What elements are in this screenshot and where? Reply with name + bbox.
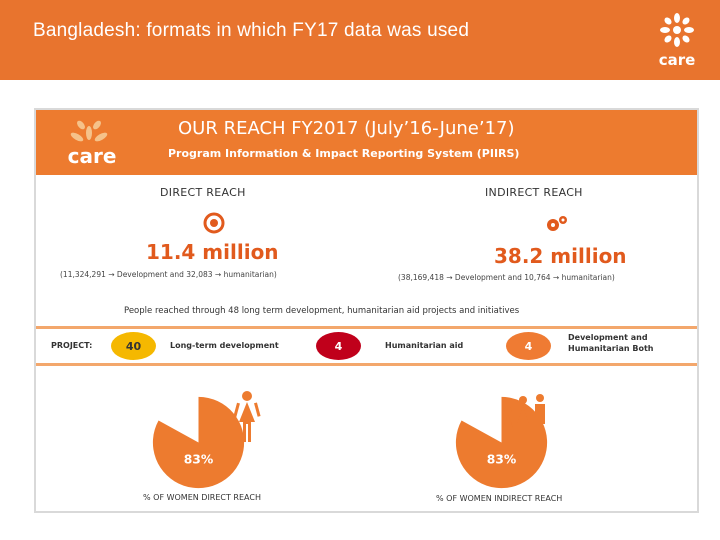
care-logo xyxy=(652,10,702,70)
indirect-reach-number: 38.2 million xyxy=(494,244,627,268)
slide-header xyxy=(0,0,720,80)
indirect-reach-label: INDIRECT REACH xyxy=(485,186,583,199)
gears-icon xyxy=(544,214,570,234)
women-direct-pie xyxy=(151,395,246,490)
pie-percent-label: 83% xyxy=(183,452,214,467)
project-count-oval: 4 xyxy=(506,332,551,360)
family-icon xyxy=(496,390,551,445)
project-type-label: Humanitarian aid xyxy=(385,341,464,350)
slide-title: Bangladesh: formats in which FY17 data was used xyxy=(33,20,470,41)
reach-infographic xyxy=(34,108,699,513)
direct-reach-label: DIRECT REACH xyxy=(160,186,246,199)
infographic-header xyxy=(36,110,697,175)
direct-reach-breakdown: (11,324,291 → Development and 32,083 → humanitarian) xyxy=(60,270,277,279)
women-indirect-caption: % OF WOMEN INDIRECT REACH xyxy=(436,494,563,503)
care-logo-infographic xyxy=(44,115,164,171)
infographic-title: OUR REACH FY2017 (July’16-June’17) xyxy=(178,118,515,139)
project-count-oval: 4 xyxy=(316,332,361,360)
women-direct-caption: % OF WOMEN DIRECT REACH xyxy=(143,493,261,502)
project-type-label: Long-term development xyxy=(170,341,279,350)
pie-slice xyxy=(153,397,244,488)
project-type-label: Development and Humanitarian Both xyxy=(568,333,654,353)
indirect-reach-breakdown: (38,169,418 → Development and 10,764 → humanitarian) xyxy=(398,273,615,282)
woman-icon xyxy=(233,390,261,445)
target-icon xyxy=(203,212,225,234)
project-count-oval: 40 xyxy=(111,332,156,360)
direct-reach-number: 11.4 million xyxy=(146,240,279,264)
svg-text:care: care xyxy=(67,144,117,168)
infographic-subtitle: Program Information & Impact Reporting System (PIIRS) xyxy=(168,147,520,160)
project-label: PROJECT: xyxy=(51,341,93,350)
pie-percent-label: 83% xyxy=(486,452,517,467)
project-bar xyxy=(36,326,697,366)
svg-text:care: care xyxy=(658,51,696,69)
green-arc-decoration xyxy=(36,502,96,513)
people-reached-text: People reached through 48 long term development, humanitarian aid projects and initiatives xyxy=(124,306,520,316)
